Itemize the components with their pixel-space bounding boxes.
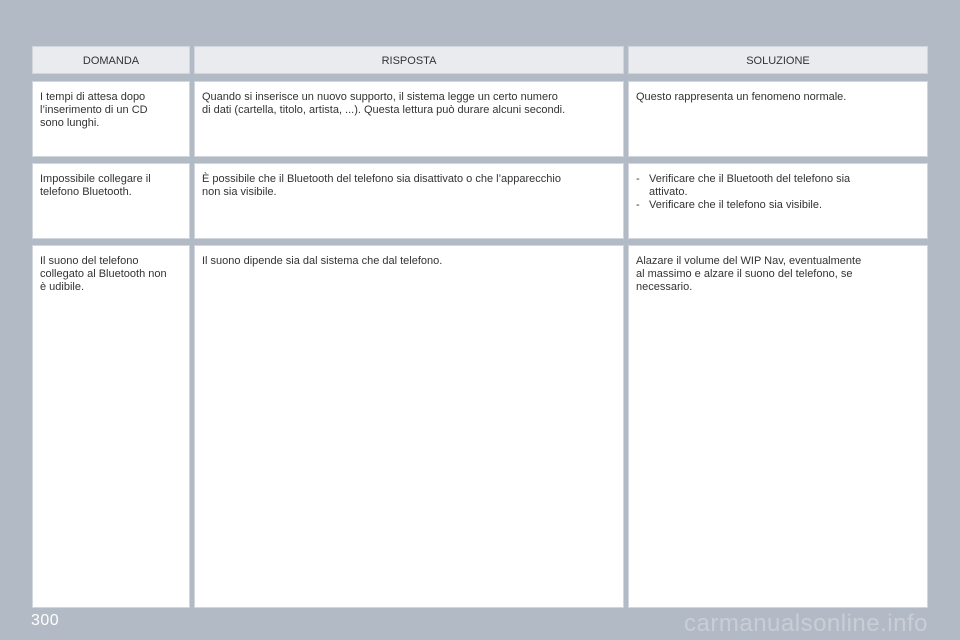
table-row	[32, 245, 928, 608]
question-cell: Il suono del telefono collegato al Bluetooth non è udibile.	[32, 245, 190, 608]
page-number: 300	[31, 612, 60, 629]
list-dash: -	[636, 173, 640, 185]
list-dash: -	[636, 199, 640, 211]
answer-cell: Quando si inserisce un nuovo supporto, il sistema legge un certo numero di dati (cartella, titolo, artista, ...). Questa lettura può durare alcuni secondi.	[194, 81, 624, 157]
solution-cell	[628, 163, 928, 239]
header-risposta: RISPOSTA	[194, 46, 624, 74]
question-cell: Impossibile collegare il telefono Bluetooth.	[32, 163, 190, 239]
list-item-text: Verificare che il Bluetooth del telefono sia attivato.	[649, 173, 851, 198]
table-row	[32, 81, 928, 157]
question-cell: I tempi di attesa dopo l’inserimento di un CD sono lunghi.	[32, 81, 190, 157]
list-item	[636, 199, 921, 212]
solution-cell: Alazare il volume del WIP Nav, eventualmente al massimo e alzare il suono del telefono, se necessario.	[628, 245, 928, 608]
list-item-text: Verificare che il telefono sia visibile.	[649, 199, 823, 211]
solution-cell: Questo rappresenta un fenomeno normale.	[628, 81, 928, 157]
table-row	[32, 163, 928, 239]
list-item	[636, 173, 921, 199]
solution-list	[636, 173, 921, 212]
table-header	[32, 46, 928, 74]
watermark: carmanualsonline.info	[684, 610, 928, 637]
header-domanda: DOMANDA	[32, 46, 190, 74]
answer-cell: Il suono dipende sia dal sistema che dal telefono.	[194, 245, 624, 608]
answer-cell: È possibile che il Bluetooth del telefono sia disattivato o che l’apparecchio non sia visibile.	[194, 163, 624, 239]
header-soluzione: SOLUZIONE	[628, 46, 928, 74]
